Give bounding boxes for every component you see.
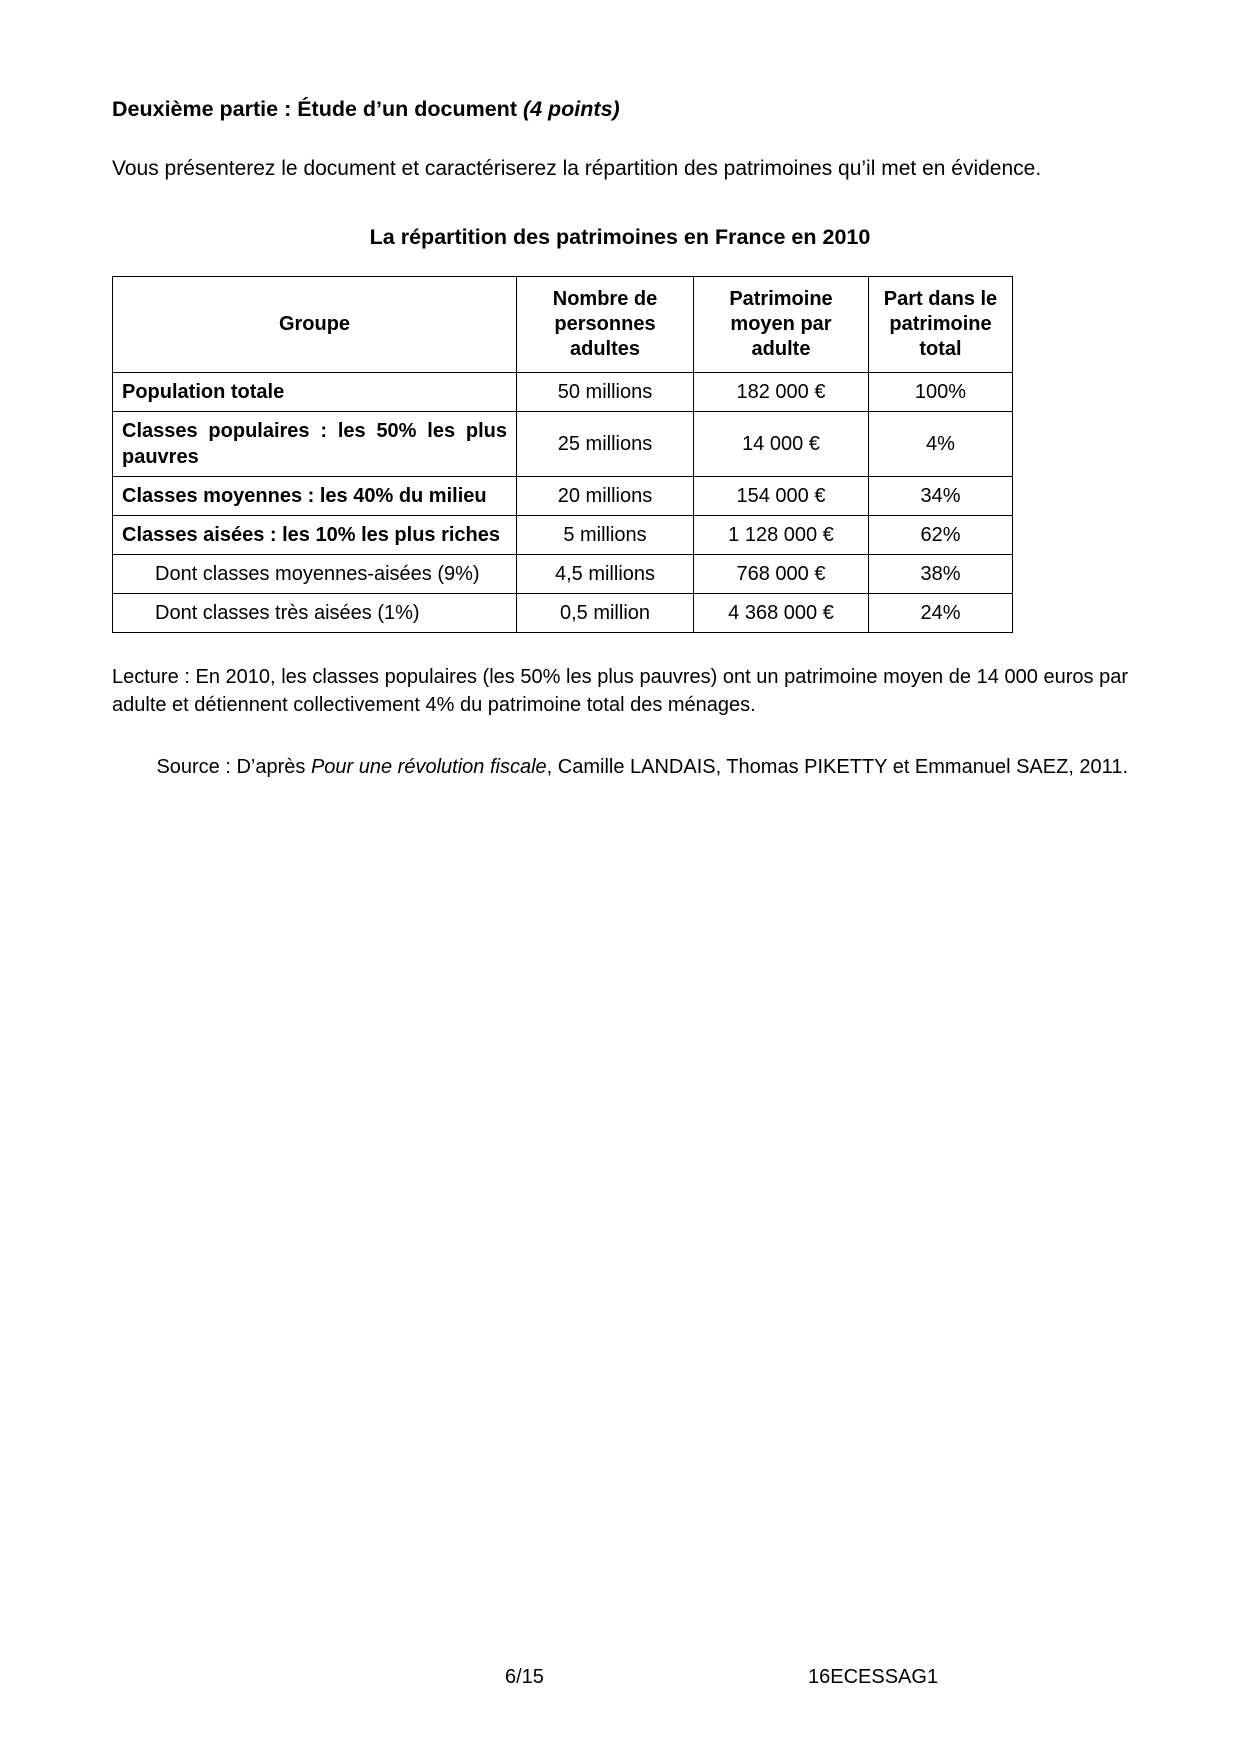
section-heading — [112, 95, 1128, 124]
table-row — [113, 555, 1013, 594]
cell-adults: 5 millions — [517, 516, 694, 555]
cell-share: 62% — [869, 516, 1013, 555]
table-lecture-note: Lecture : En 2010, les classes populaires (les 50% les plus pauvres) ont un patrimoine moyen de 14 000 euros par adulte et détiennent collectivement 4% du patrimoine total des ménages. — [112, 666, 1128, 717]
cell-group: Dont classes moyennes-aisées (9%) — [113, 555, 517, 594]
wealth-distribution-table — [112, 276, 1013, 633]
column-header-group: Groupe — [113, 277, 517, 373]
cell-group: Classes moyennes : les 40% du milieu — [113, 477, 517, 516]
table-source-note — [136, 753, 1128, 781]
cell-wealth: 768 000 € — [694, 555, 869, 594]
cell-adults: 4,5 millions — [517, 555, 694, 594]
cell-wealth: 14 000 € — [694, 412, 869, 477]
section-points: (4 points) — [522, 97, 620, 121]
cell-share: 4% — [869, 412, 1013, 477]
cell-group: Population totale — [113, 373, 517, 412]
column-header-wealth: Patrimoine moyen par adulte — [694, 277, 869, 373]
table-row — [113, 594, 1013, 633]
source-work-title: Pour une révolution fiscale — [310, 756, 547, 779]
cell-share: 38% — [869, 555, 1013, 594]
cell-share: 34% — [869, 477, 1013, 516]
cell-group: Classes populaires : les 50% les plus pauvres — [113, 412, 517, 477]
column-header-adults: Nombre de personnes adultes — [517, 277, 694, 373]
column-header-share: Part dans le patrimoine total — [869, 277, 1013, 373]
cell-wealth: 1 128 000 € — [694, 516, 869, 555]
cell-adults: 0,5 million — [517, 594, 694, 633]
table-row — [113, 477, 1013, 516]
document-title: La répartition des patrimoines en France en 2010 — [369, 225, 871, 250]
instruction-text: Vous présenterez le document et caractériserez la répartition des patrimoines qu’il met en évidence. — [112, 157, 1042, 181]
cell-wealth: 154 000 € — [694, 477, 869, 516]
cell-group: Dont classes très aisées (1%) — [113, 594, 517, 633]
cell-adults: 20 millions — [517, 477, 694, 516]
cell-adults: 25 millions — [517, 412, 694, 477]
source-prefix: Source : D’après — [156, 756, 311, 779]
exam-code: 16ECESSAG1 — [808, 1666, 939, 1688]
table-header-row — [113, 277, 1013, 373]
cell-wealth: 182 000 € — [694, 373, 869, 412]
table-row — [113, 412, 1013, 477]
cell-wealth: 4 368 000 € — [694, 594, 869, 633]
table-row — [113, 516, 1013, 555]
cell-group: Classes aisées : les 10% les plus riches — [113, 516, 517, 555]
section-heading-text: Deuxième partie : Étude d’un document — [112, 97, 523, 121]
cell-adults: 50 millions — [517, 373, 694, 412]
cell-share: 100% — [869, 373, 1013, 412]
source-suffix: , Camille LANDAIS, Thomas PIKETTY et Emmanuel SAEZ, 2011. — [546, 756, 1128, 779]
page-number: 6/15 — [505, 1666, 544, 1688]
table-row — [113, 373, 1013, 412]
cell-share: 24% — [869, 594, 1013, 633]
